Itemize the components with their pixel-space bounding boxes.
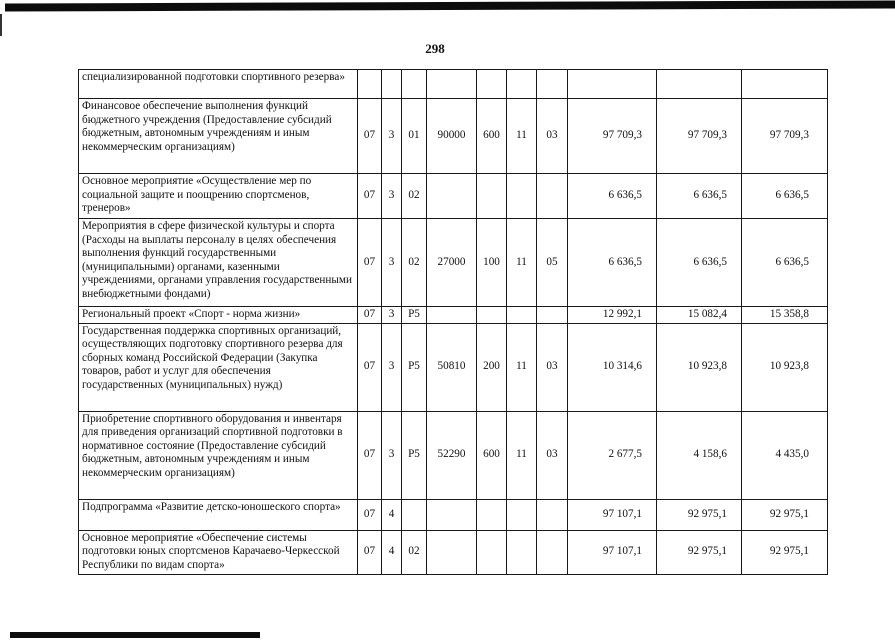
code-subprogram: 4 bbox=[382, 530, 402, 574]
code-section: 07 bbox=[358, 499, 382, 530]
code-expense-type: 100 bbox=[477, 219, 507, 307]
code-subdivision bbox=[537, 530, 568, 574]
table-row bbox=[79, 499, 828, 530]
amount-year-1: 10 314,6 bbox=[568, 323, 657, 411]
amount-year-2: 10 923,8 bbox=[657, 323, 742, 411]
code-expense-type: 600 bbox=[477, 99, 507, 174]
code-expense-type: 200 bbox=[477, 323, 507, 411]
code-subprogram: 3 bbox=[382, 323, 402, 411]
code-subprogram: 4 bbox=[382, 499, 402, 530]
amount-year-2: 15 082,4 bbox=[657, 307, 742, 324]
code-section: 07 bbox=[358, 174, 382, 219]
amount-year-1: 97 709,3 bbox=[568, 99, 657, 174]
amount-year-1: 2 677,5 bbox=[568, 411, 657, 499]
code-expense-type bbox=[477, 174, 507, 219]
amount-year-1 bbox=[568, 70, 657, 99]
code-subdivision: 03 bbox=[537, 411, 568, 499]
code-subprogram: 3 bbox=[382, 174, 402, 219]
table-row bbox=[79, 307, 828, 324]
code-division: 11 bbox=[507, 323, 537, 411]
code-direction: 27000 bbox=[427, 219, 477, 307]
table-row bbox=[79, 530, 828, 574]
amount-year-3: 97 709,3 bbox=[742, 99, 828, 174]
code-division bbox=[507, 70, 537, 99]
code-subdivision: 03 bbox=[537, 323, 568, 411]
table-row bbox=[79, 219, 828, 307]
amount-year-3: 6 636,5 bbox=[742, 219, 828, 307]
amount-year-3: 4 435,0 bbox=[742, 411, 828, 499]
code-division bbox=[507, 174, 537, 219]
code-subprogram: 3 bbox=[382, 219, 402, 307]
row-description: Региональный проект «Спорт - норма жизни» bbox=[79, 307, 358, 324]
code-expense-type bbox=[477, 530, 507, 574]
code-activity bbox=[402, 70, 427, 99]
code-subdivision bbox=[537, 174, 568, 219]
code-expense-type bbox=[477, 307, 507, 324]
amount-year-1: 97 107,1 bbox=[568, 499, 657, 530]
code-section: 07 bbox=[358, 530, 382, 574]
scan-edge-bottom bbox=[10, 632, 260, 638]
code-subprogram bbox=[382, 70, 402, 99]
code-subdivision bbox=[537, 307, 568, 324]
scan-edge-left bbox=[0, 14, 2, 36]
table-row bbox=[79, 99, 828, 174]
amount-year-1: 6 636,5 bbox=[568, 174, 657, 219]
amount-year-1: 97 107,1 bbox=[568, 530, 657, 574]
code-subdivision: 03 bbox=[537, 99, 568, 174]
code-division: 11 bbox=[507, 219, 537, 307]
code-direction bbox=[427, 174, 477, 219]
row-description: Финансовое обеспечение выполнения функций бюджетного учреждения (Предоставление субсидий бюджетным, автономным учреждениям и иным некоммерческим организациям) bbox=[79, 99, 358, 174]
amount-year-3: 15 358,8 bbox=[742, 307, 828, 324]
page-number: 298 bbox=[425, 41, 445, 56]
code-direction: 50810 bbox=[427, 323, 477, 411]
code-direction bbox=[427, 499, 477, 530]
scan-edge-top bbox=[5, 0, 895, 11]
code-division bbox=[507, 307, 537, 324]
code-activity: 02 bbox=[402, 219, 427, 307]
amount-year-1: 12 992,1 bbox=[568, 307, 657, 324]
amount-year-2: 97 709,3 bbox=[657, 99, 742, 174]
code-direction: 52290 bbox=[427, 411, 477, 499]
row-description: Приобретение спортивного оборудования и инвентаря для приведения организаций спортивной подготовки в нормативное состояние (Предоставление субсидий бюджетным, автономным учреждениям и иным некоммерческим организациям) bbox=[79, 411, 358, 499]
table-row bbox=[79, 174, 828, 219]
amount-year-2 bbox=[657, 70, 742, 99]
code-subdivision bbox=[537, 70, 568, 99]
budget-table bbox=[78, 69, 828, 575]
code-subprogram: 3 bbox=[382, 307, 402, 324]
code-section bbox=[358, 70, 382, 99]
amount-year-2: 6 636,5 bbox=[657, 174, 742, 219]
code-section: 07 bbox=[358, 219, 382, 307]
code-expense-type bbox=[477, 70, 507, 99]
table-row bbox=[79, 70, 828, 99]
code-activity: 02 bbox=[402, 174, 427, 219]
amount-year-3: 6 636,5 bbox=[742, 174, 828, 219]
table-row bbox=[79, 411, 828, 499]
code-expense-type: 600 bbox=[477, 411, 507, 499]
code-section: 07 bbox=[358, 99, 382, 174]
code-section: 07 bbox=[358, 307, 382, 324]
code-division bbox=[507, 530, 537, 574]
amount-year-1: 6 636,5 bbox=[568, 219, 657, 307]
code-direction bbox=[427, 307, 477, 324]
code-division bbox=[507, 499, 537, 530]
row-description: Основное мероприятие «Обеспечение системы подготовки юных спортсменов Карачаево-Черкесской Республики по видам спорта» bbox=[79, 530, 358, 574]
code-section: 07 bbox=[358, 323, 382, 411]
code-subdivision bbox=[537, 499, 568, 530]
row-description: Мероприятия в сфере физической культуры и спорта (Расходы на выплаты персоналу в целях обеспечения выполнения функций государственными (муниципальными) органами, казенными учреждениями, органами управления государственными внебюджетными фондами) bbox=[79, 219, 358, 307]
row-description: Государственная поддержка спортивных организаций, осуществляющих подготовку спортивного резерва для сборных команд Российской Федерации (Закупка товаров, работ и услуг для обеспечения государственных (муниципальных) нужд) bbox=[79, 323, 358, 411]
amount-year-2: 4 158,6 bbox=[657, 411, 742, 499]
code-subdivision: 05 bbox=[537, 219, 568, 307]
code-direction bbox=[427, 530, 477, 574]
code-activity: 02 bbox=[402, 530, 427, 574]
code-direction bbox=[427, 70, 477, 99]
code-activity bbox=[402, 499, 427, 530]
code-activity: 01 bbox=[402, 99, 427, 174]
code-expense-type bbox=[477, 499, 507, 530]
code-division: 11 bbox=[507, 411, 537, 499]
code-direction: 90000 bbox=[427, 99, 477, 174]
code-activity: P5 bbox=[402, 307, 427, 324]
code-activity: P5 bbox=[402, 411, 427, 499]
row-description: Подпрограмма «Развитие детско-юношеского спорта» bbox=[79, 499, 358, 530]
table-row bbox=[79, 323, 828, 411]
amount-year-2: 92 975,1 bbox=[657, 499, 742, 530]
code-section: 07 bbox=[358, 411, 382, 499]
amount-year-3: 92 975,1 bbox=[742, 530, 828, 574]
amount-year-3 bbox=[742, 70, 828, 99]
row-description: специализированной подготовки спортивного резерва» bbox=[79, 70, 358, 99]
code-subprogram: 3 bbox=[382, 411, 402, 499]
amount-year-3: 10 923,8 bbox=[742, 323, 828, 411]
code-division: 11 bbox=[507, 99, 537, 174]
amount-year-3: 92 975,1 bbox=[742, 499, 828, 530]
code-activity: P5 bbox=[402, 323, 427, 411]
amount-year-2: 6 636,5 bbox=[657, 219, 742, 307]
code-subprogram: 3 bbox=[382, 99, 402, 174]
row-description: Основное мероприятие «Осуществление мер по социальной защите и поощрению спортсменов, тренеров» bbox=[79, 174, 358, 219]
amount-year-2: 92 975,1 bbox=[657, 530, 742, 574]
